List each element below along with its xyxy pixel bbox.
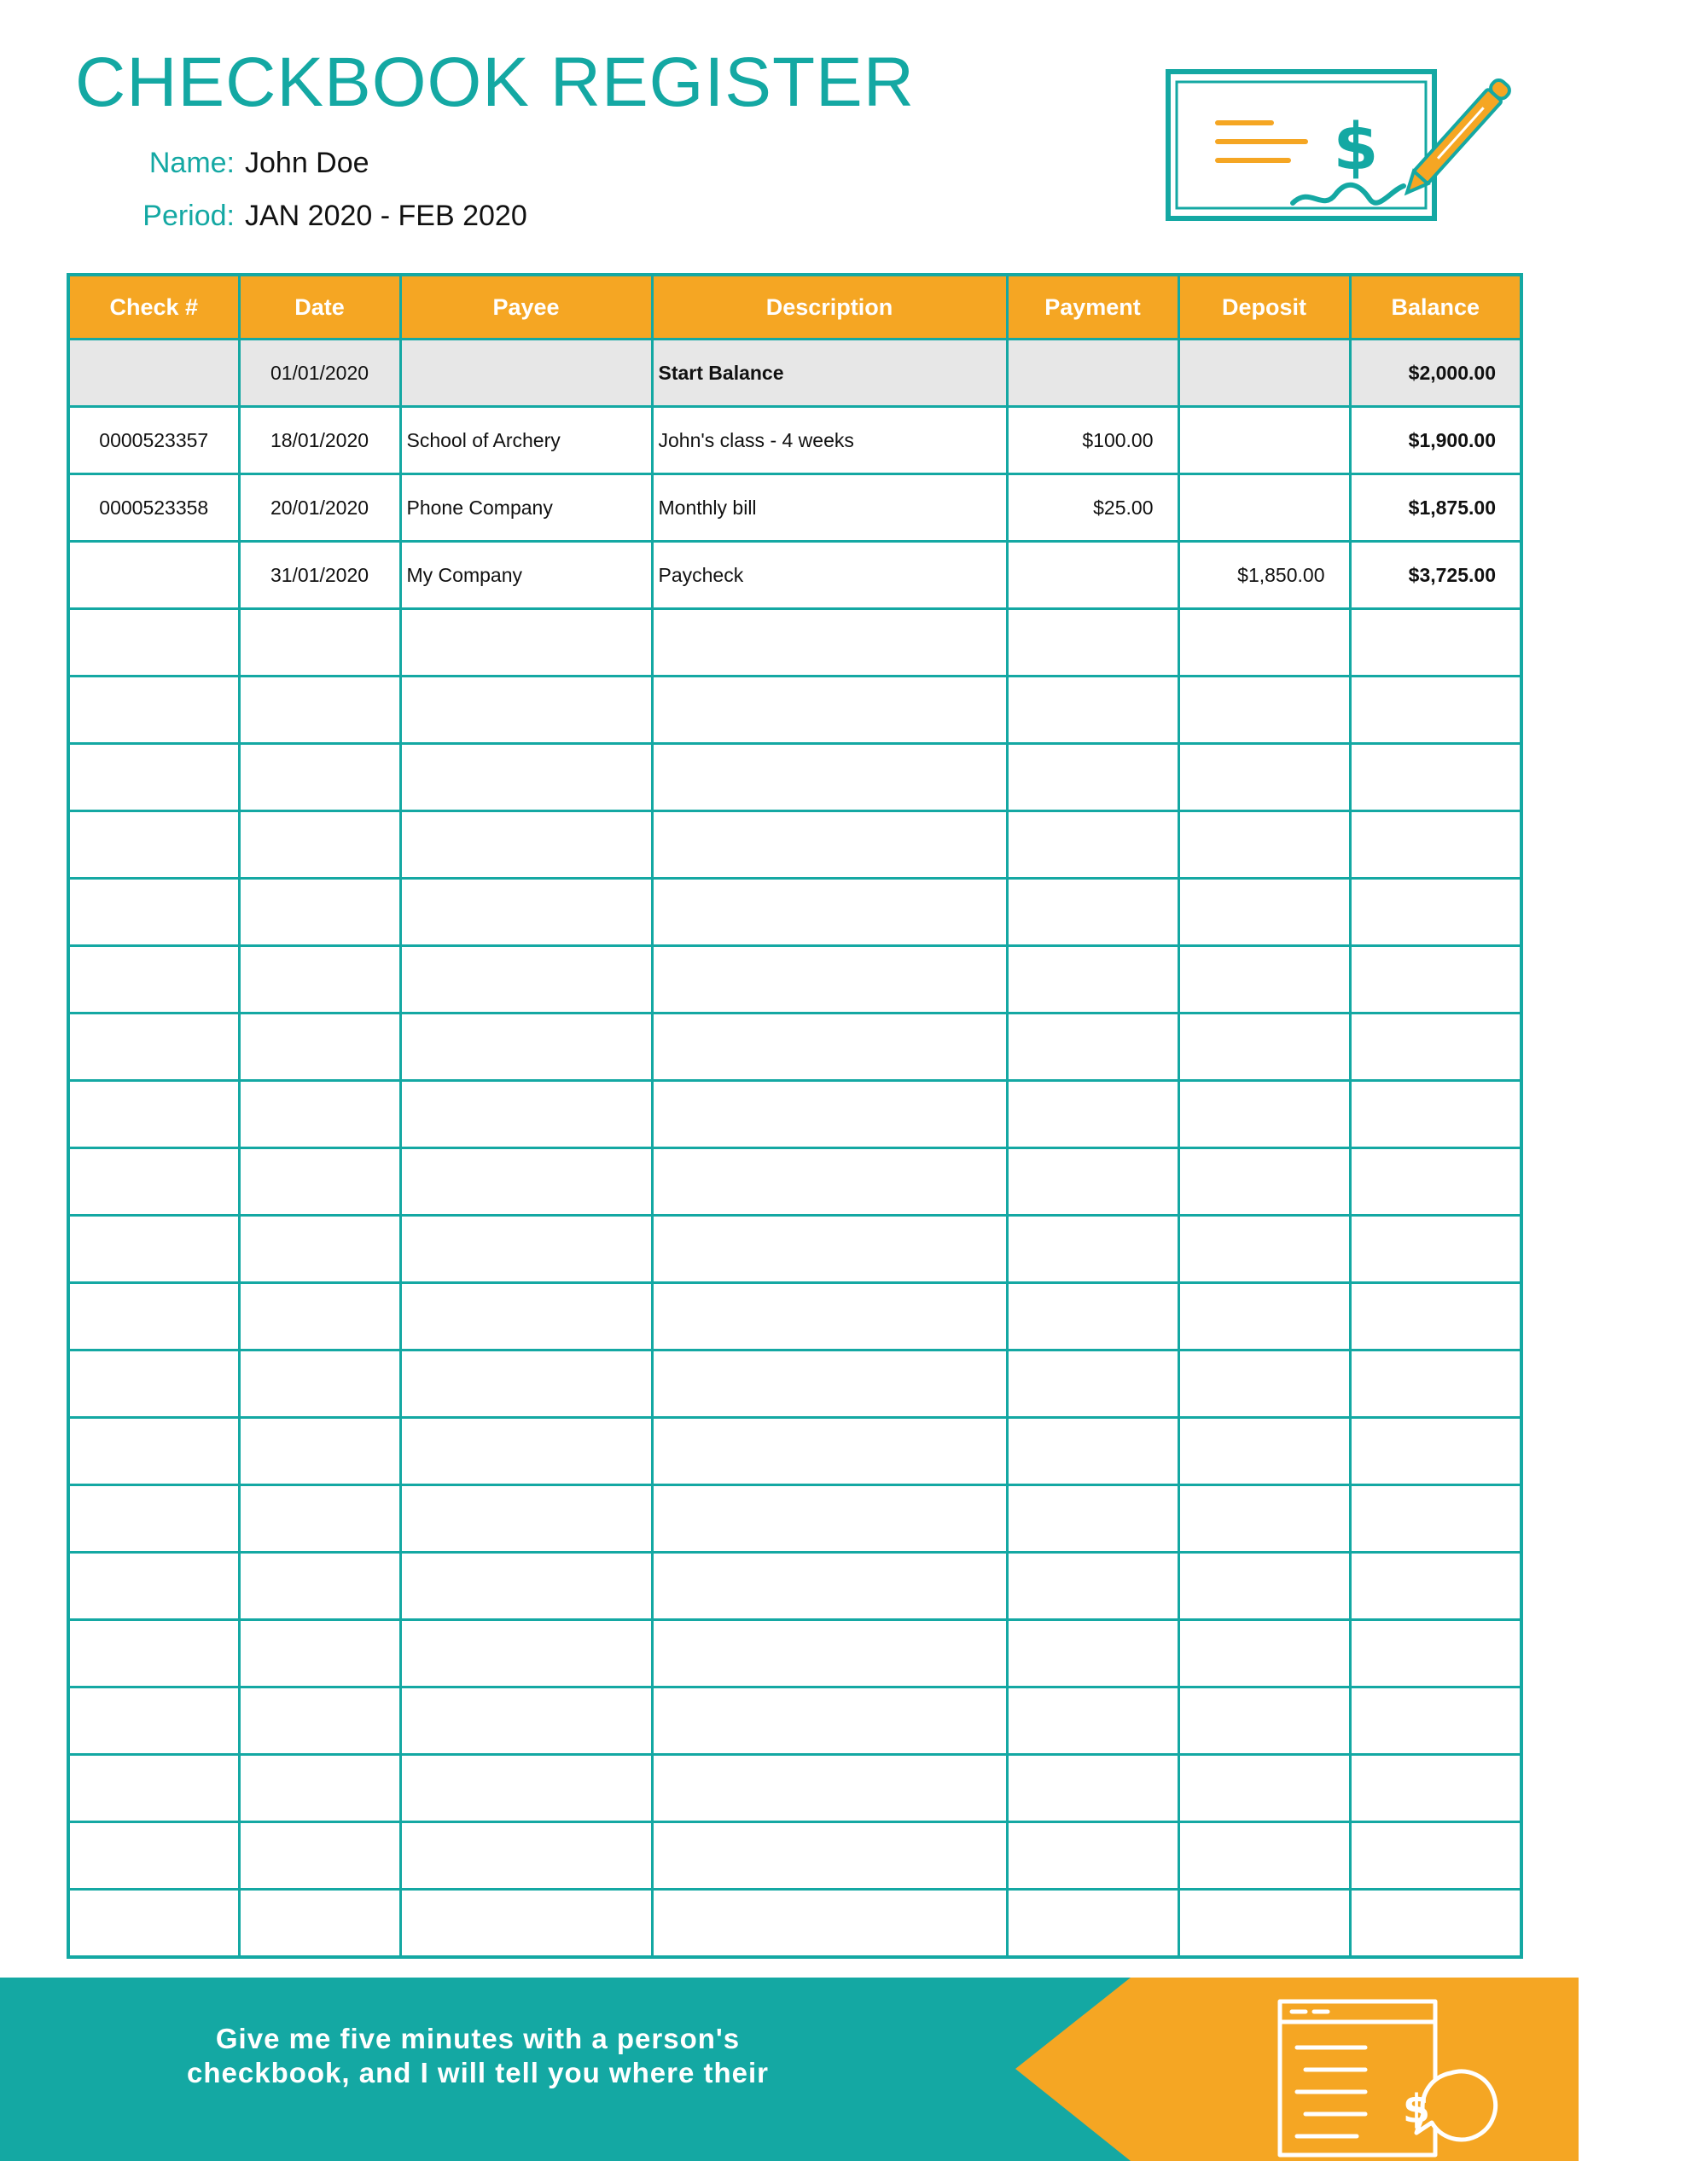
check-number-cell[interactable] bbox=[68, 1687, 239, 1755]
deposit-cell[interactable] bbox=[1178, 1485, 1350, 1553]
footer-quote-line-1: Give me five minutes with a person's bbox=[215, 2023, 741, 2054]
description-cell[interactable] bbox=[652, 811, 1007, 879]
payment-cell[interactable] bbox=[1007, 1553, 1178, 1620]
payment-cell[interactable] bbox=[1007, 677, 1178, 744]
description-cell[interactable] bbox=[652, 1755, 1007, 1822]
balance-cell[interactable] bbox=[1350, 1890, 1521, 1958]
check-number-cell[interactable] bbox=[68, 879, 239, 946]
column-header-balance: Balance bbox=[1350, 275, 1521, 340]
payment-cell[interactable] bbox=[1007, 609, 1178, 677]
column-header-description: Description bbox=[652, 275, 1007, 340]
table-row bbox=[68, 879, 1521, 946]
table-row bbox=[68, 474, 1521, 542]
deposit-cell[interactable] bbox=[1178, 407, 1350, 474]
balance-cell[interactable] bbox=[1350, 811, 1521, 879]
table-row bbox=[68, 677, 1521, 744]
description-cell[interactable] bbox=[652, 946, 1007, 1014]
description-cell[interactable] bbox=[652, 677, 1007, 744]
description-cell[interactable]: John's class - 4 weeks bbox=[652, 407, 1007, 474]
balance-cell[interactable] bbox=[1350, 1148, 1521, 1216]
check-number-cell[interactable] bbox=[68, 1418, 239, 1485]
deposit-cell[interactable] bbox=[1178, 1081, 1350, 1148]
deposit-cell[interactable] bbox=[1178, 1755, 1350, 1822]
check-number-cell[interactable]: 0000523357 bbox=[68, 407, 239, 474]
check-number-cell[interactable] bbox=[68, 744, 239, 811]
deposit-cell[interactable] bbox=[1178, 1822, 1350, 1890]
payee-cell[interactable] bbox=[400, 1418, 652, 1485]
payment-cell[interactable] bbox=[1007, 1081, 1178, 1148]
payee-cell[interactable] bbox=[400, 677, 652, 744]
deposit-cell[interactable] bbox=[1178, 811, 1350, 879]
date-cell[interactable]: 18/01/2020 bbox=[239, 407, 400, 474]
table-row bbox=[68, 1148, 1521, 1216]
balance-cell[interactable] bbox=[1350, 1485, 1521, 1553]
table-row bbox=[68, 1216, 1521, 1283]
deposit-cell[interactable] bbox=[1178, 1014, 1350, 1081]
table-row bbox=[68, 946, 1521, 1014]
date-cell[interactable] bbox=[239, 946, 400, 1014]
payee-cell[interactable] bbox=[400, 1283, 652, 1350]
table-header-row bbox=[68, 275, 1521, 340]
name-label: Name: bbox=[148, 147, 235, 179]
table-row bbox=[68, 1485, 1521, 1553]
deposit-cell[interactable] bbox=[1178, 1620, 1350, 1687]
table-row bbox=[68, 542, 1521, 609]
check-number-cell[interactable] bbox=[68, 1081, 239, 1148]
column-header-date: Date bbox=[239, 275, 400, 340]
table-row bbox=[68, 1418, 1521, 1485]
table-row bbox=[68, 1687, 1521, 1755]
date-cell[interactable] bbox=[239, 1014, 400, 1081]
balance-cell[interactable] bbox=[1350, 1620, 1521, 1687]
check-number-cell[interactable] bbox=[68, 1553, 239, 1620]
date-cell[interactable]: 20/01/2020 bbox=[239, 474, 400, 542]
check-number-cell[interactable] bbox=[68, 946, 239, 1014]
payee-cell[interactable] bbox=[400, 811, 652, 879]
payee-cell[interactable] bbox=[400, 1485, 652, 1553]
payment-cell[interactable] bbox=[1007, 946, 1178, 1014]
deposit-cell[interactable] bbox=[1178, 946, 1350, 1014]
balance-cell[interactable]: $1,875.00 bbox=[1350, 474, 1521, 542]
check-number-cell[interactable] bbox=[68, 1485, 239, 1553]
deposit-cell[interactable] bbox=[1178, 1687, 1350, 1755]
deposit-cell[interactable] bbox=[1178, 1418, 1350, 1485]
deposit-cell[interactable] bbox=[1178, 340, 1350, 407]
payment-cell[interactable] bbox=[1007, 811, 1178, 879]
table-row bbox=[68, 1553, 1521, 1620]
payee-cell[interactable] bbox=[400, 340, 652, 407]
table-row bbox=[68, 340, 1521, 407]
description-cell[interactable] bbox=[652, 609, 1007, 677]
description-cell[interactable] bbox=[652, 1350, 1007, 1418]
table-row bbox=[68, 1620, 1521, 1687]
payment-cell[interactable] bbox=[1007, 1485, 1178, 1553]
date-cell[interactable]: 31/01/2020 bbox=[239, 542, 400, 609]
payment-cell[interactable]: $25.00 bbox=[1007, 474, 1178, 542]
date-cell[interactable]: 01/01/2020 bbox=[239, 340, 400, 407]
balance-cell[interactable] bbox=[1350, 1822, 1521, 1890]
deposit-cell[interactable] bbox=[1178, 474, 1350, 542]
deposit-cell[interactable] bbox=[1178, 1890, 1350, 1958]
date-cell[interactable] bbox=[239, 1485, 400, 1553]
payment-cell[interactable]: $100.00 bbox=[1007, 407, 1178, 474]
description-cell[interactable]: Start Balance bbox=[652, 340, 1007, 407]
svg-text:$: $ bbox=[1333, 108, 1379, 184]
description-cell[interactable] bbox=[652, 1822, 1007, 1890]
deposit-cell[interactable] bbox=[1178, 1148, 1350, 1216]
table-row bbox=[68, 1081, 1521, 1148]
date-cell[interactable] bbox=[239, 1350, 400, 1418]
date-cell[interactable] bbox=[239, 1553, 400, 1620]
table-row bbox=[68, 1822, 1521, 1890]
date-cell[interactable] bbox=[239, 1418, 400, 1485]
balance-cell[interactable] bbox=[1350, 744, 1521, 811]
check-number-cell[interactable] bbox=[68, 1148, 239, 1216]
column-header-payment: Payment bbox=[1007, 275, 1178, 340]
table-row bbox=[68, 609, 1521, 677]
deposit-cell[interactable] bbox=[1178, 744, 1350, 811]
column-header-deposit: Deposit bbox=[1178, 275, 1350, 340]
description-cell[interactable] bbox=[652, 1081, 1007, 1148]
column-header-check-number: Check # bbox=[68, 275, 239, 340]
check-number-cell[interactable] bbox=[68, 1620, 239, 1687]
payment-cell[interactable] bbox=[1007, 879, 1178, 946]
check-number-cell[interactable] bbox=[68, 1014, 239, 1081]
description-cell[interactable]: Paycheck bbox=[652, 542, 1007, 609]
deposit-cell[interactable] bbox=[1178, 1350, 1350, 1418]
check-number-cell[interactable]: 0000523358 bbox=[68, 474, 239, 542]
period-value: JAN 2020 - FEB 2020 bbox=[245, 200, 527, 232]
table-row bbox=[68, 407, 1521, 474]
payee-cell[interactable] bbox=[400, 946, 652, 1014]
payee-cell[interactable]: Phone Company bbox=[400, 474, 652, 542]
balance-cell[interactable] bbox=[1350, 1014, 1521, 1081]
balance-cell[interactable]: $1,900.00 bbox=[1350, 407, 1521, 474]
payment-cell[interactable] bbox=[1007, 1755, 1178, 1822]
deposit-cell[interactable]: $1,850.00 bbox=[1178, 542, 1350, 609]
payment-cell[interactable] bbox=[1007, 744, 1178, 811]
date-cell[interactable] bbox=[239, 811, 400, 879]
check-number-cell[interactable] bbox=[68, 1822, 239, 1890]
payment-cell[interactable] bbox=[1007, 1687, 1178, 1755]
payee-cell[interactable] bbox=[400, 1755, 652, 1822]
description-cell[interactable] bbox=[652, 1283, 1007, 1350]
payee-cell[interactable] bbox=[400, 1687, 652, 1755]
check-number-cell[interactable] bbox=[68, 1216, 239, 1283]
balance-cell[interactable] bbox=[1350, 1553, 1521, 1620]
balance-cell[interactable] bbox=[1350, 609, 1521, 677]
payee-cell[interactable] bbox=[400, 1081, 652, 1148]
date-cell[interactable] bbox=[239, 1148, 400, 1216]
date-cell[interactable] bbox=[239, 1687, 400, 1755]
date-cell[interactable] bbox=[239, 879, 400, 946]
balance-cell[interactable]: $3,725.00 bbox=[1350, 542, 1521, 609]
date-cell[interactable] bbox=[239, 1283, 400, 1350]
table-row bbox=[68, 1014, 1521, 1081]
description-cell[interactable] bbox=[652, 1620, 1007, 1687]
payment-cell[interactable] bbox=[1007, 1350, 1178, 1418]
deposit-cell[interactable] bbox=[1178, 1216, 1350, 1283]
description-cell[interactable] bbox=[652, 1553, 1007, 1620]
balance-cell[interactable] bbox=[1350, 879, 1521, 946]
svg-text:$: $ bbox=[1402, 2086, 1431, 2132]
balance-cell[interactable] bbox=[1350, 1418, 1521, 1485]
deposit-cell[interactable] bbox=[1178, 609, 1350, 677]
description-cell[interactable] bbox=[652, 1485, 1007, 1553]
deposit-cell[interactable] bbox=[1178, 879, 1350, 946]
payment-cell[interactable] bbox=[1007, 1014, 1178, 1081]
date-cell[interactable] bbox=[239, 1216, 400, 1283]
check-number-cell[interactable] bbox=[68, 1755, 239, 1822]
payee-cell[interactable]: My Company bbox=[400, 542, 652, 609]
payee-cell[interactable]: School of Archery bbox=[400, 407, 652, 474]
date-cell[interactable] bbox=[239, 744, 400, 811]
check-number-cell[interactable] bbox=[68, 1283, 239, 1350]
date-cell[interactable] bbox=[239, 677, 400, 744]
date-cell[interactable] bbox=[239, 1081, 400, 1148]
balance-cell[interactable] bbox=[1350, 1283, 1521, 1350]
period-label: Period: bbox=[142, 200, 235, 232]
payment-cell[interactable] bbox=[1007, 1890, 1178, 1958]
name-row bbox=[64, 147, 369, 180]
balance-cell[interactable] bbox=[1350, 1350, 1521, 1418]
payment-cell[interactable] bbox=[1007, 1418, 1178, 1485]
check-number-cell[interactable] bbox=[68, 340, 239, 407]
check-number-cell[interactable] bbox=[68, 677, 239, 744]
payment-cell[interactable] bbox=[1007, 1148, 1178, 1216]
payment-cell[interactable] bbox=[1007, 340, 1178, 407]
description-cell[interactable] bbox=[652, 1148, 1007, 1216]
deposit-cell[interactable] bbox=[1178, 1283, 1350, 1350]
check-number-cell[interactable] bbox=[68, 1350, 239, 1418]
period-row bbox=[64, 200, 527, 233]
payee-cell[interactable] bbox=[400, 1822, 652, 1890]
footer-quote bbox=[128, 2022, 828, 2090]
date-cell[interactable] bbox=[239, 1755, 400, 1822]
payee-cell[interactable] bbox=[400, 1216, 652, 1283]
balance-cell[interactable] bbox=[1350, 677, 1521, 744]
payee-cell[interactable] bbox=[400, 1148, 652, 1216]
balance-cell[interactable] bbox=[1350, 946, 1521, 1014]
table-row bbox=[68, 1283, 1521, 1350]
description-cell[interactable] bbox=[652, 1216, 1007, 1283]
payee-cell[interactable] bbox=[400, 1620, 652, 1687]
table-row bbox=[68, 811, 1521, 879]
description-cell[interactable] bbox=[652, 744, 1007, 811]
check-number-cell[interactable] bbox=[68, 542, 239, 609]
table-row bbox=[68, 744, 1521, 811]
description-cell[interactable] bbox=[652, 1890, 1007, 1958]
balance-cell[interactable]: $2,000.00 bbox=[1350, 340, 1521, 407]
column-header-payee: Payee bbox=[400, 275, 652, 340]
table-row bbox=[68, 1755, 1521, 1822]
check-number-cell[interactable] bbox=[68, 609, 239, 677]
description-cell[interactable] bbox=[652, 879, 1007, 946]
payee-cell[interactable] bbox=[400, 1350, 652, 1418]
description-cell[interactable] bbox=[652, 1687, 1007, 1755]
check-number-cell[interactable] bbox=[68, 1890, 239, 1958]
balance-cell[interactable] bbox=[1350, 1687, 1521, 1755]
balance-cell[interactable] bbox=[1350, 1755, 1521, 1822]
payment-cell[interactable] bbox=[1007, 1283, 1178, 1350]
payee-cell[interactable] bbox=[400, 1014, 652, 1081]
payment-cell[interactable] bbox=[1007, 1822, 1178, 1890]
description-cell[interactable] bbox=[652, 1418, 1007, 1485]
payee-cell[interactable] bbox=[400, 879, 652, 946]
description-cell[interactable] bbox=[652, 1014, 1007, 1081]
table-row bbox=[68, 1350, 1521, 1418]
register-table bbox=[67, 273, 1523, 1959]
footer-quote-line-2: checkbook, and I will tell you where their bbox=[187, 2057, 769, 2088]
description-cell[interactable]: Monthly bill bbox=[652, 474, 1007, 542]
payment-cell[interactable] bbox=[1007, 1216, 1178, 1283]
payment-cell[interactable] bbox=[1007, 542, 1178, 609]
check-with-pen-icon bbox=[1165, 67, 1523, 229]
date-cell[interactable] bbox=[239, 1620, 400, 1687]
page-title: CHECKBOOK REGISTER bbox=[75, 44, 915, 121]
payee-cell[interactable] bbox=[400, 1890, 652, 1958]
deposit-cell[interactable] bbox=[1178, 677, 1350, 744]
date-cell[interactable] bbox=[239, 609, 400, 677]
balance-cell[interactable] bbox=[1350, 1081, 1521, 1148]
date-cell[interactable] bbox=[239, 1890, 400, 1958]
payee-cell[interactable] bbox=[400, 744, 652, 811]
payee-cell[interactable] bbox=[400, 1553, 652, 1620]
date-cell[interactable] bbox=[239, 1822, 400, 1890]
table-row bbox=[68, 1890, 1521, 1958]
name-value: John Doe bbox=[245, 147, 369, 179]
balance-cell[interactable] bbox=[1350, 1216, 1521, 1283]
deposit-cell[interactable] bbox=[1178, 1553, 1350, 1620]
check-number-cell[interactable] bbox=[68, 811, 239, 879]
payment-cell[interactable] bbox=[1007, 1620, 1178, 1687]
payee-cell[interactable] bbox=[400, 609, 652, 677]
